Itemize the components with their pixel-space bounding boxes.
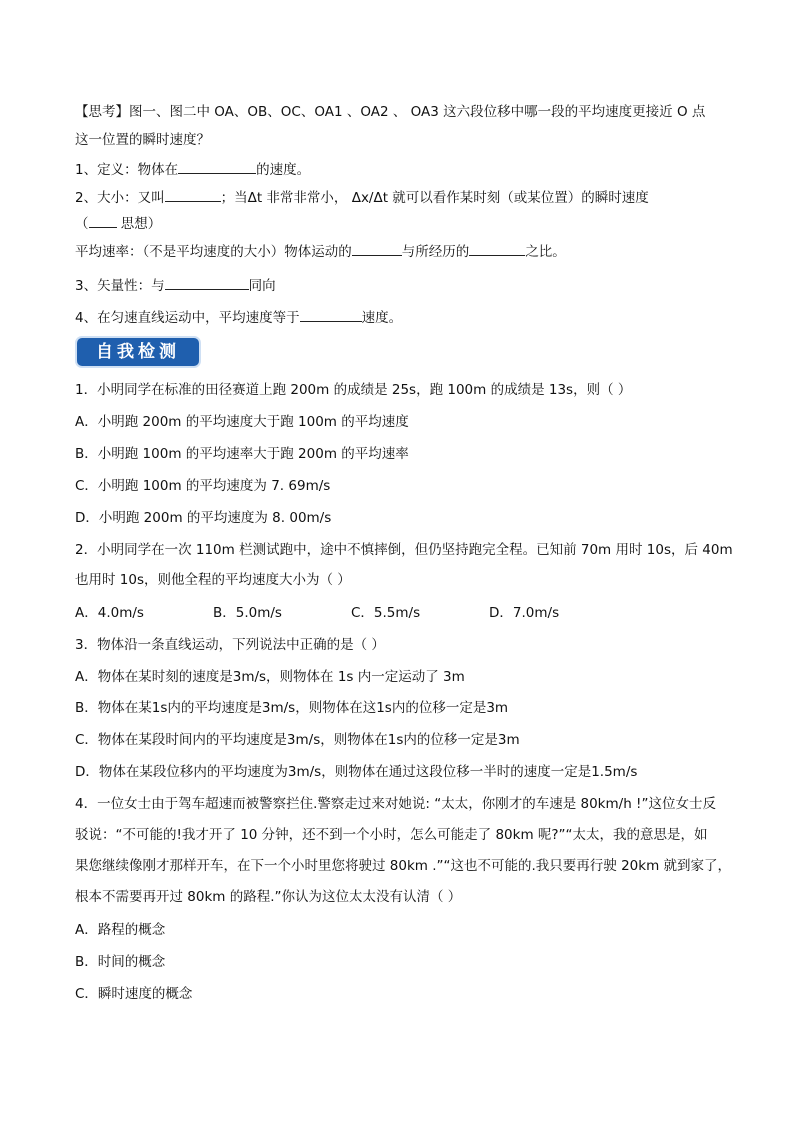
question-2-stem-2: 也用时 10s，则他全程的平均速度大小为（ ） [75, 572, 351, 588]
average-rate-middle: 与所经历的 [401, 244, 470, 260]
question-3-option-a: A．物体在某时刻的速度是3m/s，则物体在 1s 内一定运动了 3m [75, 669, 465, 685]
magnitude-close: 思想） [116, 216, 162, 232]
question-4-stem-2: 驳说：“不可能的!我才开了 10 分钟，还不到一个小时，怎么可能走了 80km 呢?”“太太，我的意思是，如 [75, 827, 708, 843]
uniform-suffix: 速度。 [361, 310, 403, 326]
question-2-option-a: A．4.0m/s [75, 605, 144, 621]
question-1-option-d: D．小明跑 200m 的平均速度为 8. 00m/s [75, 510, 332, 526]
vector-prefix: 3、矢量性：与 [75, 278, 165, 294]
question-3-option-b: B．物体在某1s内的平均速度是3m/s，则物体在这1s内的位移一定是3m [75, 700, 509, 716]
question-3-option-c: C．物体在某段时间内的平均速度是3m/s，则物体在1s内的位移一定是3m [75, 732, 520, 748]
question-4-option-a: A．路程的概念 [75, 922, 166, 938]
vector-suffix: 同向 [248, 278, 276, 294]
uniform-blank [300, 307, 362, 322]
think-line-2: 这一位置的瞬时速度？ [75, 132, 210, 148]
average-rate-blank-2 [469, 241, 525, 256]
definition-prefix: 1、定义：物体在 [75, 162, 179, 178]
question-3-option-d: D．物体在某段位移内的平均速度为3m/s，则物体在通过这段位移一半时的速度一定是1.5m/s [75, 764, 638, 780]
think-line-1: 【思考】图一、图二中 OA、OB、OC、OA1 、OA2 、 OA3 这六段位移中哪一段的平均速度更接近 O 点 [75, 104, 706, 120]
magnitude-middle: ；当Δt 非常非常小， Δx/Δt 就可以看作某时刻（或某位置）的瞬时速度 [220, 190, 649, 206]
question-4-stem-3: 果您继续像刚才那样开车，在下一个小时里您将驶过 80km .”“这也不可能的.我只要再行驶 20km 就到家了， [75, 858, 732, 874]
magnitude-line [75, 187, 725, 207]
question-2-option-c: C．5.5m/s [351, 605, 421, 621]
average-rate-suffix: 之比。 [525, 244, 566, 260]
magnitude-open: （ [75, 216, 89, 232]
thinking-method-blank [89, 213, 117, 228]
definition-line [75, 159, 725, 179]
question-4-stem-4: 根本不需要再开过 80km 的路程.”你认为这位太太没有认清（ ） [75, 889, 462, 905]
question-1-option-a: A．小明跑 200m 的平均速度大于跑 100m 的平均速度 [75, 414, 409, 430]
average-rate-prefix: 平均速率：（不是平均速度的大小）物体运动的 [75, 244, 352, 260]
question-4-option-c: C．瞬时速度的概念 [75, 986, 193, 1002]
vector-blank [165, 275, 249, 290]
average-rate-blank-1 [352, 241, 402, 256]
question-3-stem: 3．物体沿一条直线运动，下列说法中正确的是（ ） [75, 637, 385, 653]
question-2-options [75, 604, 725, 622]
magnitude-line-2 [75, 213, 725, 233]
question-4-option-b: B．时间的概念 [75, 954, 166, 970]
vector-line [75, 275, 725, 295]
question-1-option-c: C．小明跑 100m 的平均速度为 7. 69m/s [75, 478, 331, 494]
average-rate-line [75, 241, 725, 261]
magnitude-prefix: 2、大小：又叫 [75, 190, 165, 206]
question-1-stem: 1．小明同学在标准的田径赛道上跑 200m 的成绩是 25s，跑 100m 的成绩是 13s，则（ ） [75, 382, 632, 398]
magnitude-blank [165, 187, 221, 202]
question-2-option-b: B．5.0m/s [213, 605, 282, 621]
uniform-line [75, 307, 725, 327]
question-2-stem-1: 2．小明同学在一次 110m 栏测试跑中，途中不慎摔倒，但仍坚持跑完全程。已知前 70m 用时 10s，后 40m [75, 542, 733, 558]
self-test-banner [77, 338, 199, 366]
question-4-stem-1: 4．一位女士由于驾车超速而被警察拦住.警察走过来对她说: “太太，你刚才的车速是 80km/h !”这位女士反 [75, 796, 716, 812]
question-1-option-b: B．小明跑 100m 的平均速率大于跑 200m 的平均速率 [75, 446, 409, 462]
definition-blank [178, 159, 256, 174]
question-2-option-d: D．7.0m/s [489, 605, 560, 621]
definition-suffix: 的速度。 [256, 162, 311, 178]
self-test-title: 自我检测 [96, 342, 180, 362]
uniform-prefix: 4、在匀速直线运动中，平均速度等于 [75, 310, 300, 326]
